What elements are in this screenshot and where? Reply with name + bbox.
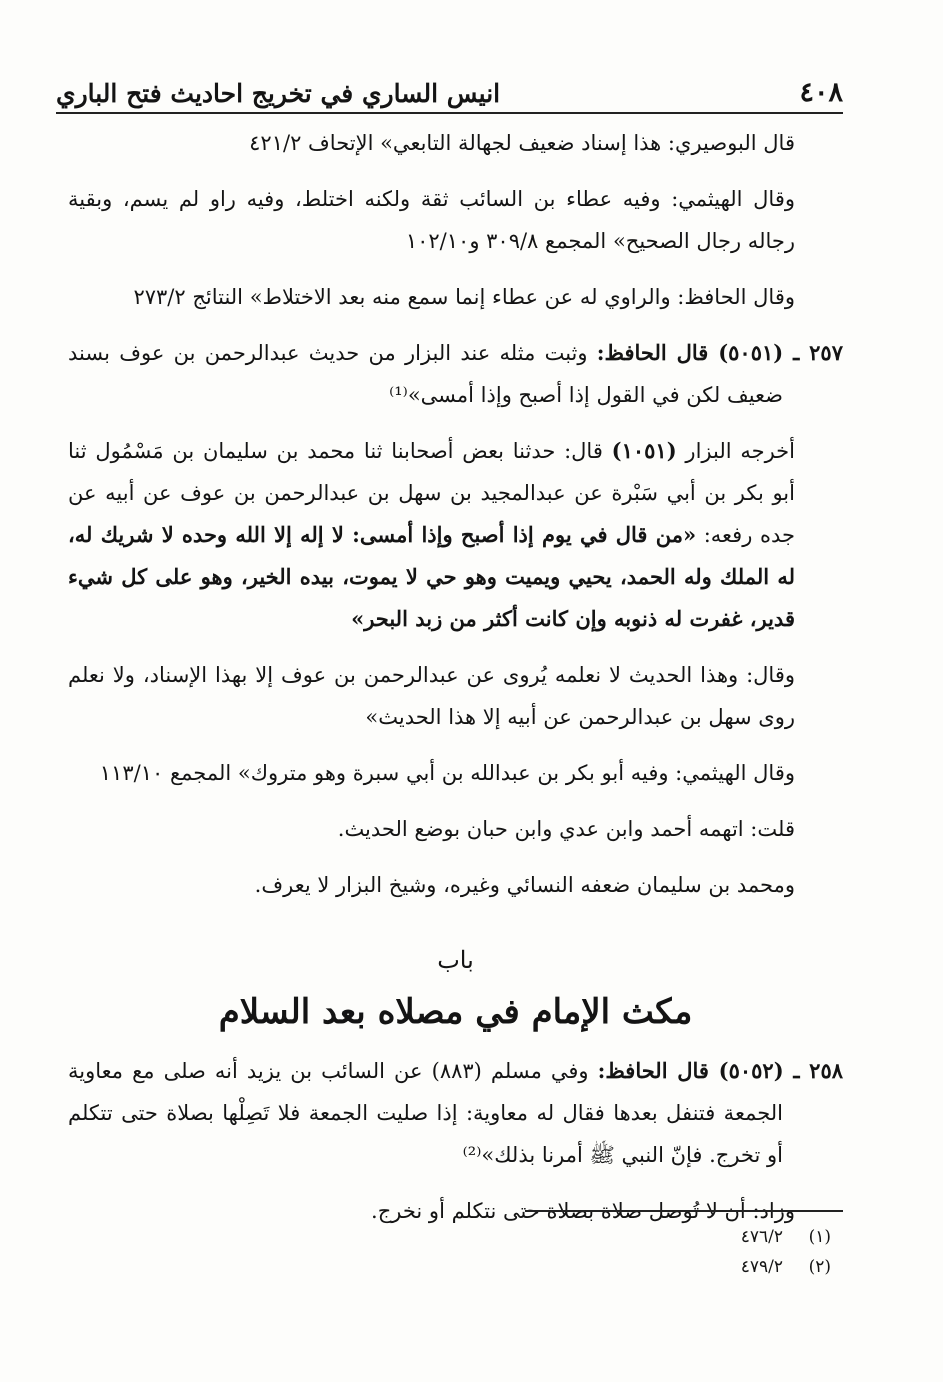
paragraph-qultu: قلت: اتهمه أحمد وابن عدي وابن حبان بوضع الحديث. (337, 817, 795, 841)
footnote-number: (١) (808, 1227, 831, 1247)
footnote-2 (531, 1252, 831, 1282)
chapter-title: مكث الإمام في مصلاه بعد السلام (218, 992, 693, 1032)
paragraph-busiri: قال البوصيري: هذا إسناد ضعيف لجهالة التابعي» الإتحاف ٤٢١/٢ (249, 131, 795, 155)
page-body (68, 122, 843, 1246)
entry-257-text: وثبت مثله عند البزار من حديث عبدالرحمن بن عوف بسند ضعيف لكن في القول إذا أصبح وإذا أمسى»⁽¹⁾ (68, 341, 783, 407)
paragraph-hafiz-1: وقال الحافظ: والراوي له عن عطاء إنما سمع منه بعد الاختلاط» النتائج ٢٧٣/٢ (133, 285, 795, 309)
paragraph-bazzar-comment: وقال: وهذا الحديث لا نعلمه يُروى عن عبدالرحمن بن عوف إلا بهذا الإسناد، ولا نعلم روى سهل بن عبدالرحمن عن أبيه إلا هذا الحديث» (68, 663, 795, 729)
takhrij-isnad: قال: حدثنا بعض أصحابنا ثنا محمد بن سليمان بن مَسْمُول ثنا أبو بكر بن أبي سَبْرة عن عبدالمجيد بن سهل بن عبدالرحمن بن عوف عن أبيه عن جده رفعه: (68, 439, 795, 547)
footnotes (531, 1222, 831, 1282)
entry-257-heading: ٢٥٧ ـ (٥٠٥١) قال الحافظ: (596, 340, 843, 365)
paragraph-muhammad: ومحمد بن سليمان ضعفه النسائي وغيره، وشيخ البزار لا يعرف. (254, 873, 795, 897)
paragraph-takhrij-bazzar (68, 430, 843, 640)
footnote-text: ٤٧٩/٢ (740, 1257, 783, 1277)
footnote-text: ٤٧٦/٢ (740, 1227, 783, 1247)
paragraph-zad: وزاد: أن لا تُوصل صلاة بصلاة حتى نتكلم أو نخرج. (371, 1199, 795, 1223)
book-title: انيس الساري في تخريج احاديث فتح الباري (56, 79, 501, 108)
entry-258-text: وفي مسلم (٨٨٣) عن السائب بن يزيد أنه صلى مع معاوية الجمعة فتنفل بعدها فقال له معاوية: إذا صليت الجمعة فلا تَصِلْها بصلاة حتى تتكلم أو تخرج. فإنّ النبي ﷺ أمرنا بذلك»⁽²⁾ (68, 1059, 783, 1167)
entry-257 (68, 332, 843, 416)
entry-258-heading: ٢٥٨ ـ (٥٠٥٢) قال الحافظ: (597, 1058, 844, 1083)
footnote-number: (٢) (808, 1257, 831, 1277)
footnote-1 (531, 1222, 831, 1252)
entry-258 (68, 1050, 843, 1176)
takhrij-intro: أخرجه البزار (676, 439, 795, 463)
bab-label: باب (437, 946, 474, 974)
paragraph-haythami-1: وقال الهيثمي: وفيه عطاء بن السائب ثقة ولكنه اختلط، وفيه راو لم يسم، وبقية رجاله رجال الصحيح» المجمع ٣٠٩/٨ و١٠٢/١٠ (68, 187, 795, 253)
page-number: ٤٠٨ (799, 77, 843, 108)
footnote-divider (525, 1210, 843, 1212)
takhrij-number: (١٠٥١) (611, 438, 677, 463)
paragraph-haythami-2: وقال الهيثمي: وفيه أبو بكر بن عبدالله بن أبي سبرة وهو متروك» المجمع ١١٣/١٠ (99, 761, 795, 785)
hadith-matn: «من قال في يوم إذا أصبح وإذا أمسى: لا إله إلا الله وحده لا شريك له، له الملك وله الحمد، يحيي ويميت وهو حي لا يموت، بيده الخير، وهو على كل شيء قدير، غفرت له ذنوبه وإن كانت أكثر من زبد البحر» (68, 522, 795, 631)
running-header (56, 64, 843, 114)
